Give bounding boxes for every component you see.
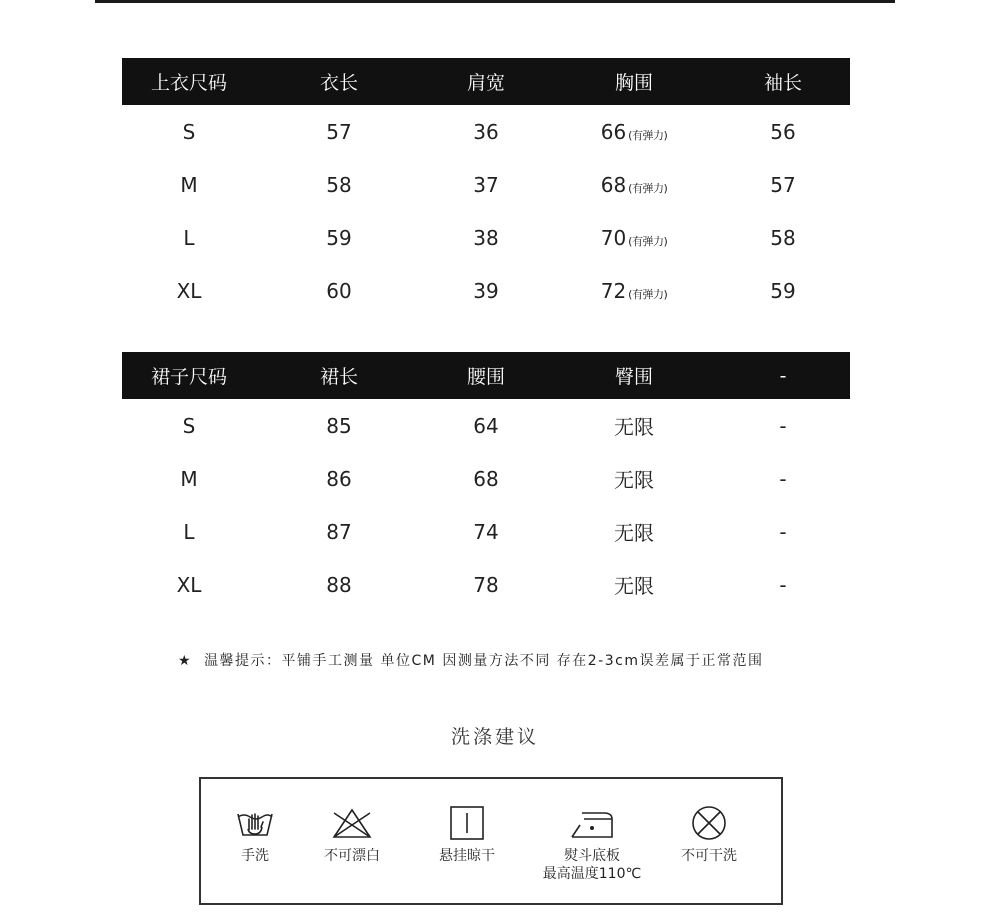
table-row xyxy=(122,452,850,505)
chest-note: (有弹力) xyxy=(628,181,668,195)
hand-wash-icon xyxy=(233,805,277,841)
header-skirt-size: 裙子尺码 xyxy=(150,366,227,388)
chest-cell xyxy=(559,120,709,144)
waist-cell: 74 xyxy=(473,519,499,544)
header-sleeve: 袖长 xyxy=(763,72,802,94)
top-size-table xyxy=(122,58,850,317)
length-cell: 58 xyxy=(326,172,352,197)
chest-value: 68 xyxy=(600,172,627,197)
length-cell: 59 xyxy=(326,225,352,250)
header-waist: 腰围 xyxy=(466,366,505,388)
hip-cell: 无限 xyxy=(614,468,654,492)
no-dry-clean-icon xyxy=(687,805,731,841)
table-row xyxy=(122,558,850,611)
chest-cell xyxy=(559,279,709,303)
skirt-length-cell: 86 xyxy=(326,466,352,491)
care-item-no-bleach xyxy=(292,805,412,865)
shoulder-cell: 36 xyxy=(473,119,499,144)
skirt-length-cell: 88 xyxy=(326,572,352,597)
size-cell: S xyxy=(182,413,196,438)
hip-cell: 无限 xyxy=(614,415,654,439)
header-extra: - xyxy=(779,364,787,387)
size-cell: L xyxy=(183,225,195,250)
wash-title: 洗涤建议 xyxy=(450,726,539,748)
sleeve-cell: 58 xyxy=(770,225,796,250)
chest-cell xyxy=(559,226,709,250)
chest-note: (有弹力) xyxy=(628,234,668,248)
sleeve-cell: 57 xyxy=(770,172,796,197)
star-icon: ★ xyxy=(178,653,193,669)
shoulder-cell: 37 xyxy=(473,172,499,197)
table-row xyxy=(122,505,850,558)
chest-value: 66 xyxy=(600,119,627,144)
extra-cell: - xyxy=(779,413,787,438)
size-cell: M xyxy=(180,466,198,491)
care-label: 不可漂白 xyxy=(324,848,380,864)
extra-cell: - xyxy=(779,572,787,597)
table-row xyxy=(122,158,850,211)
skirt-size-table xyxy=(122,352,850,611)
care-instructions-box xyxy=(199,777,783,905)
skirt-length-cell: 85 xyxy=(326,413,352,438)
header-top-size: 上衣尺码 xyxy=(150,72,227,94)
tip-text: 温馨提示：平铺手工测量 单位CM 因测量方法不同 存在2-3cm误差属于正常范围 xyxy=(204,653,764,669)
sleeve-cell: 59 xyxy=(770,278,796,303)
header-hip: 臀围 xyxy=(614,366,653,388)
header-shoulder: 肩宽 xyxy=(466,72,505,94)
size-cell: M xyxy=(180,172,198,197)
table-row xyxy=(122,211,850,264)
header-skirt-length: 裙长 xyxy=(319,366,358,388)
care-label: 不可干洗 xyxy=(681,848,737,864)
iron-icon xyxy=(568,805,616,841)
chest-value: 72 xyxy=(600,278,627,303)
waist-cell: 68 xyxy=(473,466,499,491)
chest-cell xyxy=(559,173,709,197)
header-chest: 胸围 xyxy=(614,72,653,94)
care-item-no-dry-clean xyxy=(649,805,769,865)
line-dry-icon xyxy=(445,805,489,841)
hip-cell: 无限 xyxy=(614,521,654,545)
care-item-iron xyxy=(532,805,652,883)
care-label-temperature: 最高温度110℃ xyxy=(542,866,642,882)
header-length: 衣长 xyxy=(319,72,358,94)
top-table-header xyxy=(122,58,850,105)
care-label: 熨斗底板 xyxy=(564,848,620,864)
measurement-tip xyxy=(178,650,763,670)
size-cell: L xyxy=(183,519,195,544)
shoulder-cell: 38 xyxy=(473,225,499,250)
top-rule xyxy=(95,0,895,3)
shoulder-cell: 39 xyxy=(473,278,499,303)
table-row xyxy=(122,264,850,317)
no-bleach-icon xyxy=(330,805,374,841)
chest-note: (有弹力) xyxy=(628,287,668,301)
care-item-line-dry xyxy=(407,805,527,865)
waist-cell: 64 xyxy=(473,413,499,438)
table-row xyxy=(122,399,850,452)
size-cell: S xyxy=(182,119,196,144)
care-label: 悬挂晾干 xyxy=(439,848,495,864)
skirt-length-cell: 87 xyxy=(326,519,352,544)
extra-cell: - xyxy=(779,466,787,491)
length-cell: 57 xyxy=(326,119,352,144)
hip-cell: 无限 xyxy=(614,574,654,598)
size-cell: XL xyxy=(176,278,202,303)
length-cell: 60 xyxy=(326,278,352,303)
sleeve-cell: 56 xyxy=(770,119,796,144)
extra-cell: - xyxy=(779,519,787,544)
waist-cell: 78 xyxy=(473,572,499,597)
table-row xyxy=(122,105,850,158)
size-cell: XL xyxy=(176,572,202,597)
chest-value: 70 xyxy=(600,225,627,250)
chest-note: (有弹力) xyxy=(628,128,668,142)
skirt-table-header xyxy=(122,352,850,399)
care-label: 手洗 xyxy=(241,848,269,864)
